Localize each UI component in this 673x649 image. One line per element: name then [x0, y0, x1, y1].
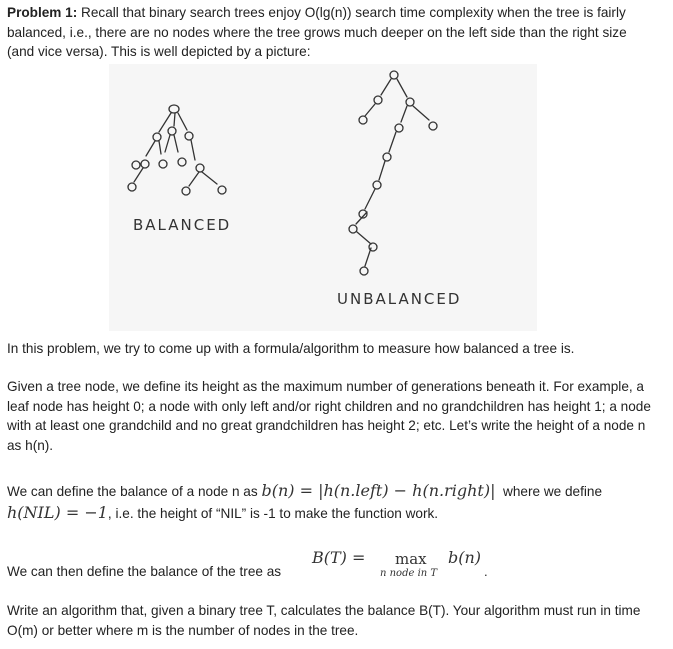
tree-balance-max: max — [395, 550, 427, 568]
problem-intro — [7, 3, 657, 62]
balance-suffix: where we define — [503, 484, 603, 499]
problem-label: Problem 1: — [7, 5, 78, 20]
task-paragraph: Write an algorithm that, given a binary tree T, calculates the balance B(T). Your algorithm must run in time O(m) or better where m is the number of nodes in the tree. — [7, 603, 641, 638]
nil-suffix: , i.e. the height of “NIL” is -1 to make the function work. — [107, 506, 439, 521]
nil-formula: h(NIL) = −1 — [7, 503, 108, 522]
balanced-tree — [128, 105, 231, 234]
height-definition-paragraph: Given a tree node, we define its height as the maximum number of generations beneath it. For example, a leaf node has height 0; a node with only left and/or right children and no grandchildren has height 1; a node with at least one grandchild and no great grandchildren has height 2; etc. Let’s write the height of a node n as h(n). — [7, 379, 651, 453]
balance-definition-line — [7, 480, 657, 502]
balance-prefix: We can define the balance of a node n as — [7, 484, 258, 499]
nil-definition-line — [7, 502, 657, 524]
tree-balance-rhs: b(n) — [448, 548, 482, 567]
tree-balance-lhs: B(T) = — [312, 548, 366, 567]
unbalanced-label: UNBALANCED — [337, 290, 462, 308]
tree-drawing — [109, 64, 537, 331]
unbalanced-tree — [337, 71, 461, 308]
goal-paragraph: In this problem, we try to come up with a formula/algorithm to measure how balanced a tree is. — [7, 341, 575, 356]
problem-intro-text: Recall that binary search trees enjoy O(lg(n)) search time complexity when the tree is fairly balanced, i.e., there are no nodes where the tree grows much deeper on the left side than the right size (and vice versa). This is well depicted by a picture: — [7, 5, 627, 59]
balance-formula: b(n) = |h(n.left) − h(n.right)| — [261, 481, 496, 500]
tree-balance-prefix: We can then define the balance of the tree as — [7, 564, 282, 579]
tree-balance-subscript: n node in T — [380, 568, 438, 579]
tree-balance-period: . — [484, 564, 488, 579]
tree-figure — [109, 64, 537, 331]
balanced-label: BALANCED — [133, 216, 232, 234]
